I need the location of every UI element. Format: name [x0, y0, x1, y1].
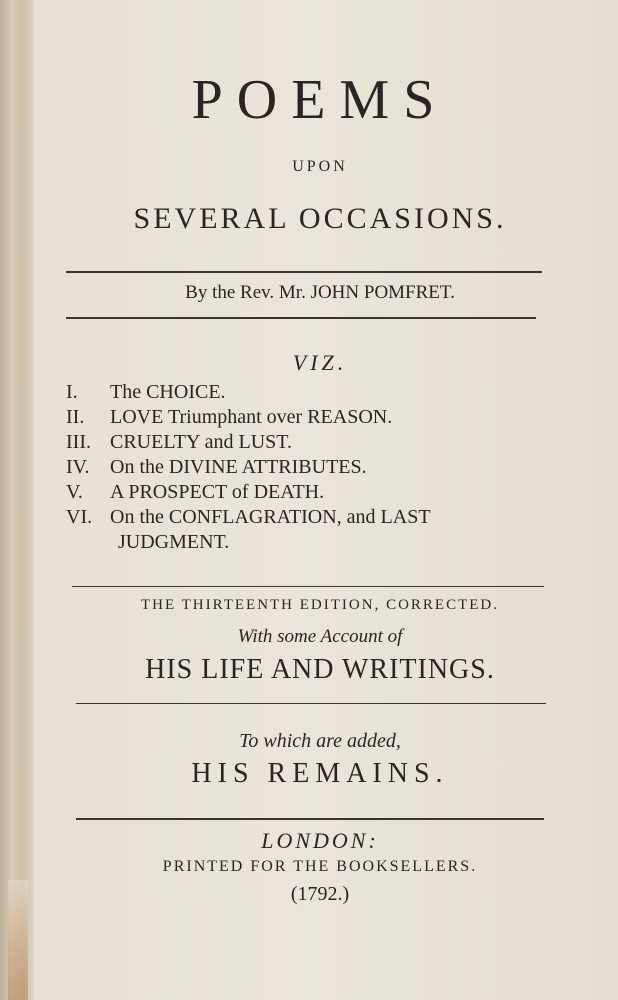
item-text: On the CONFLAGRATION, and LAST [110, 506, 431, 528]
list-item-continuation: JUDGMENT. [118, 531, 230, 553]
added-line: To which are added, [239, 730, 401, 752]
list-item [66, 380, 566, 405]
account-line: With some Account of [237, 626, 403, 647]
contents-list [66, 380, 566, 555]
divider-rule-life [76, 703, 546, 704]
imprint-place: LONDON: [261, 828, 379, 853]
remains-heading: HIS REMAINS. [191, 758, 449, 789]
author-line: By the Rev. Mr. JOHN POMFRET. [185, 282, 455, 303]
title-connector: UPON [292, 158, 348, 175]
divider-rule-imprint [76, 818, 544, 820]
divider-rule-author [66, 317, 536, 319]
edition-statement: THE THIRTEENTH EDITION, CORRECTED. [140, 597, 500, 613]
imprint-printer: PRINTED FOR THE BOOKSELLERS. [162, 858, 478, 875]
item-text: On the DIVINE ATTRIBUTES. [110, 456, 367, 478]
worn-binding-stain [8, 880, 28, 1000]
item-text: A PROSPECT of DEATH. [110, 481, 325, 503]
divider-rule-contents [72, 586, 544, 587]
item-number: II. [66, 406, 85, 428]
list-item [66, 430, 566, 455]
item-number: V. [66, 481, 83, 503]
item-text: LOVE Triumphant over REASON. [110, 406, 393, 428]
list-item [66, 455, 566, 480]
item-number: IV. [66, 456, 90, 478]
page-title: POEMS [191, 69, 449, 131]
book-binding-edge [0, 0, 34, 1000]
list-item [66, 505, 566, 530]
list-item [66, 480, 566, 505]
item-number: I. [66, 381, 78, 403]
life-writings-heading: HIS LIFE AND WRITINGS. [145, 654, 495, 685]
item-number: VI. [66, 506, 93, 528]
list-item [66, 405, 566, 430]
item-text: CRUELTY and LUST. [110, 431, 293, 453]
imprint-year: (1792.) [290, 883, 350, 905]
item-number: III. [66, 431, 91, 453]
subtitle: SEVERAL OCCASIONS. [133, 202, 507, 235]
divider-rule-top [66, 271, 542, 273]
contents-heading: VIZ. [292, 350, 348, 375]
item-text: The CHOICE. [110, 381, 226, 403]
